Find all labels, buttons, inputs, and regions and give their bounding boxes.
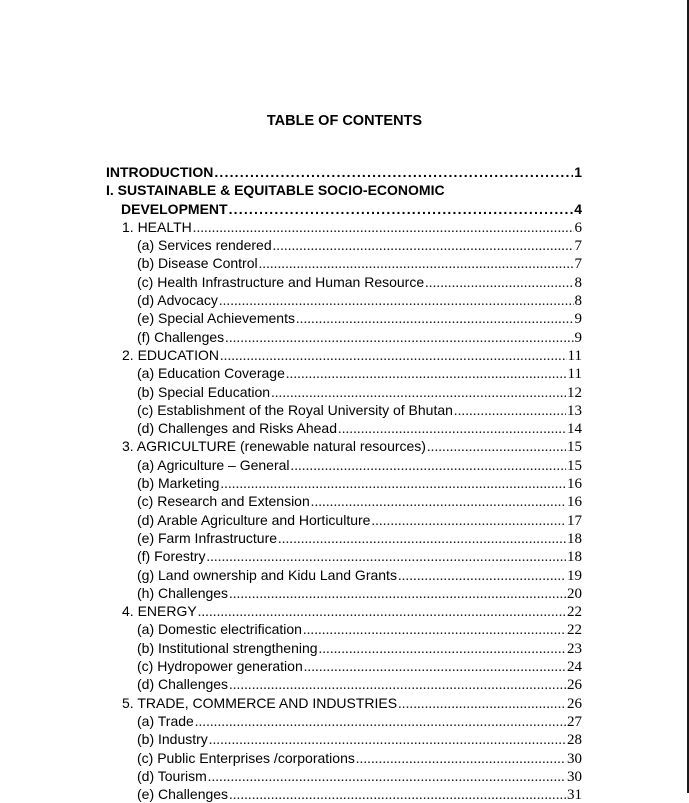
toc-page-number: 24 [567,659,582,676]
toc-page-number: 16 [567,494,582,511]
toc-page-number: 17 [567,512,582,529]
toc-page-number: 26 [567,695,582,712]
toc-entry-label: (d) Arable Agriculture and Horticulture [137,511,371,528]
toc-entry[interactable] [106,273,582,291]
toc-page-number: 27 [567,713,582,730]
toc-entry[interactable] [106,749,582,767]
toc-title: TABLE OF CONTENTS [266,113,423,129]
toc-page-number: 20 [567,585,582,602]
toc-entry[interactable] [106,547,582,565]
toc-entry-label: (b) Special Education [137,383,271,400]
toc-entry[interactable] [106,346,582,364]
toc-entry-label: (d) Advocacy [137,292,218,309]
toc-entry-label: (d) Challenges and Risks Ahead [137,420,338,437]
toc-entry[interactable] [106,675,582,693]
toc-entry[interactable] [106,456,582,474]
toc-dot-leader [220,348,567,364]
toc-dot-leader [198,604,566,620]
toc-page-number: 14 [567,421,582,438]
toc-entry[interactable] [106,309,582,327]
toc-page-number: 7 [574,256,582,273]
toc-page-number: 16 [567,476,582,493]
toc-page-number: 15 [567,457,582,474]
toc-page-number: 9 [574,311,582,328]
toc-dot-leader [303,622,566,638]
toc-dot-leader [398,568,566,584]
toc-entry[interactable] [106,602,582,620]
toc-entry-label: 2. EDUCATION [122,346,219,363]
toc-dot-leader [271,385,566,401]
toc-entry[interactable] [106,419,582,437]
toc-entry-label: (c) Health Infrastructure and Human Resource [137,273,425,290]
toc-page-number: 1 [574,164,582,180]
toc-entry[interactable] [106,566,582,584]
toc-entry-label: (e) Challenges [137,786,229,803]
toc-entry[interactable] [106,218,582,236]
toc-dot-leader [193,220,574,236]
toc-entry[interactable] [106,712,582,730]
toc-page-number: 19 [567,567,582,584]
toc-dot-leader [371,513,566,529]
toc-page-number: 22 [567,604,582,621]
toc-dot-leader [208,769,566,785]
toc-dot-leader [229,787,566,803]
toc-entry-label: (h) Challenges [137,584,229,601]
toc-entry[interactable] [106,383,582,401]
toc-dot-leader [319,641,566,657]
toc-entry-label: (b) Marketing [137,475,220,492]
toc-entry[interactable] [106,474,582,492]
toc-entry[interactable] [106,328,582,346]
toc-entry-label: (c) Public Enterprises /corporations [137,749,355,766]
toc-page-number: 22 [567,622,582,639]
toc-entry[interactable] [106,200,582,218]
toc-page-number: 6 [574,219,582,236]
toc-entry-label: (a) Agriculture – General [137,456,290,473]
toc-entry-label: (a) Services rendered [137,237,272,254]
toc-entry[interactable] [106,584,582,602]
toc-page-number: 11 [567,366,582,383]
toc-entry[interactable] [106,657,582,675]
toc-entry[interactable] [106,639,582,657]
toc-dot-leader [304,659,566,675]
toc-entry-label: 4. ENERGY [122,603,197,620]
toc-entry-label: (b) Disease Control [137,255,258,272]
toc-page-number: 8 [574,293,582,310]
toc-dot-leader [427,439,566,455]
toc-dot-leader [209,732,566,748]
toc-entry-label: (a) Domestic electrification [137,621,302,638]
toc-entry-label: (g) Land ownership and Kidu Land Grants [137,566,397,583]
toc-dot-leader [278,531,566,547]
toc-page-number: 12 [567,384,582,401]
toc-dot-leader [225,330,573,346]
toc-entry-label: (f) Forestry [137,548,206,565]
toc-entry[interactable] [106,785,582,803]
toc-dot-leader [259,256,574,272]
toc-entry[interactable] [106,291,582,309]
toc-page-number: 23 [567,640,582,657]
toc-page-number: 30 [567,750,582,767]
toc-entry[interactable] [106,511,582,529]
toc-dot-leader [338,421,566,437]
toc-page-number: 30 [567,768,582,785]
toc-entry-label: (c) Hydropower generation [137,658,303,675]
toc-page-number: 4 [574,200,582,217]
toc-entry[interactable] [106,163,582,181]
toc-entry-label: (a) Trade [137,712,194,729]
toc-entry-label: (b) Institutional strengthening [137,639,318,656]
toc-entry-label: (e) Special Achievements [137,310,295,327]
toc-page-number: 28 [567,732,582,749]
toc-entry[interactable] [106,181,582,199]
toc-entry-label: 5. TRADE, COMMERCE AND INDUSTRIES [122,694,398,711]
toc-entry-label: (b) Industry [137,731,208,748]
toc-entry[interactable] [106,437,582,455]
toc-entry-label: (e) Farm Infrastructure [137,529,278,546]
toc-entry-label: DEVELOPMENT [121,200,228,217]
toc-page-number: 8 [574,274,582,291]
toc-entry-label: 1. HEALTH [122,218,192,235]
toc-dot-leader [454,403,566,419]
toc-dot-leader [229,586,566,602]
toc-page-number: 9 [574,329,582,346]
toc-page-number: 15 [567,439,582,456]
toc-dot-leader [398,696,566,712]
toc-dot-leader [286,366,567,382]
toc-entry-label: INTRODUCTION [106,164,214,180]
toc-entry[interactable] [106,694,582,712]
toc-dot-leader [219,293,574,309]
toc-entry[interactable] [106,730,582,748]
toc-dot-leader [273,238,574,254]
toc-entry-label: (d) Tourism [137,767,207,784]
toc-dot-leader [425,275,573,291]
toc-entry[interactable] [106,364,582,382]
toc-entry-label: (c) Establishment of the Royal University of Bhutan [137,401,453,418]
toc-dot-leader [229,200,574,218]
table-of-contents [106,163,582,803]
toc-entry-label: (d) Challenges [137,676,229,693]
toc-entry-label: (a) Education Coverage [137,365,285,382]
toc-dot-leader [206,549,566,565]
toc-dot-leader [220,476,566,492]
toc-dot-leader [214,163,573,181]
toc-entry-label: (c) Research and Extension [137,493,310,510]
toc-entry[interactable] [106,529,582,547]
toc-page-number: 18 [567,530,582,547]
toc-entry-label: (f) Challenges [137,328,225,345]
toc-page-number: 31 [567,787,582,803]
toc-entry[interactable] [106,620,582,638]
toc-dot-leader [229,677,566,693]
toc-dot-leader [311,494,566,510]
toc-entry[interactable] [106,492,582,510]
toc-page-number: 11 [567,347,582,364]
toc-entry[interactable] [106,236,582,254]
toc-entry-label: 3. AGRICULTURE (renewable natural resources) [122,438,426,455]
toc-entry[interactable] [106,767,582,785]
toc-page-number: 7 [574,238,582,255]
toc-entry-label: I. SUSTAINABLE & EQUITABLE SOCIO-ECONOMIC [106,182,445,199]
toc-page-number: 13 [567,402,582,419]
toc-entry[interactable] [106,401,582,419]
toc-page-number: 18 [567,549,582,566]
toc-dot-leader [291,458,566,474]
toc-dot-leader [296,311,574,327]
toc-dot-leader [356,751,566,767]
toc-page-number: 26 [567,677,582,694]
toc-entry[interactable] [106,254,582,272]
toc-dot-leader [195,714,566,730]
